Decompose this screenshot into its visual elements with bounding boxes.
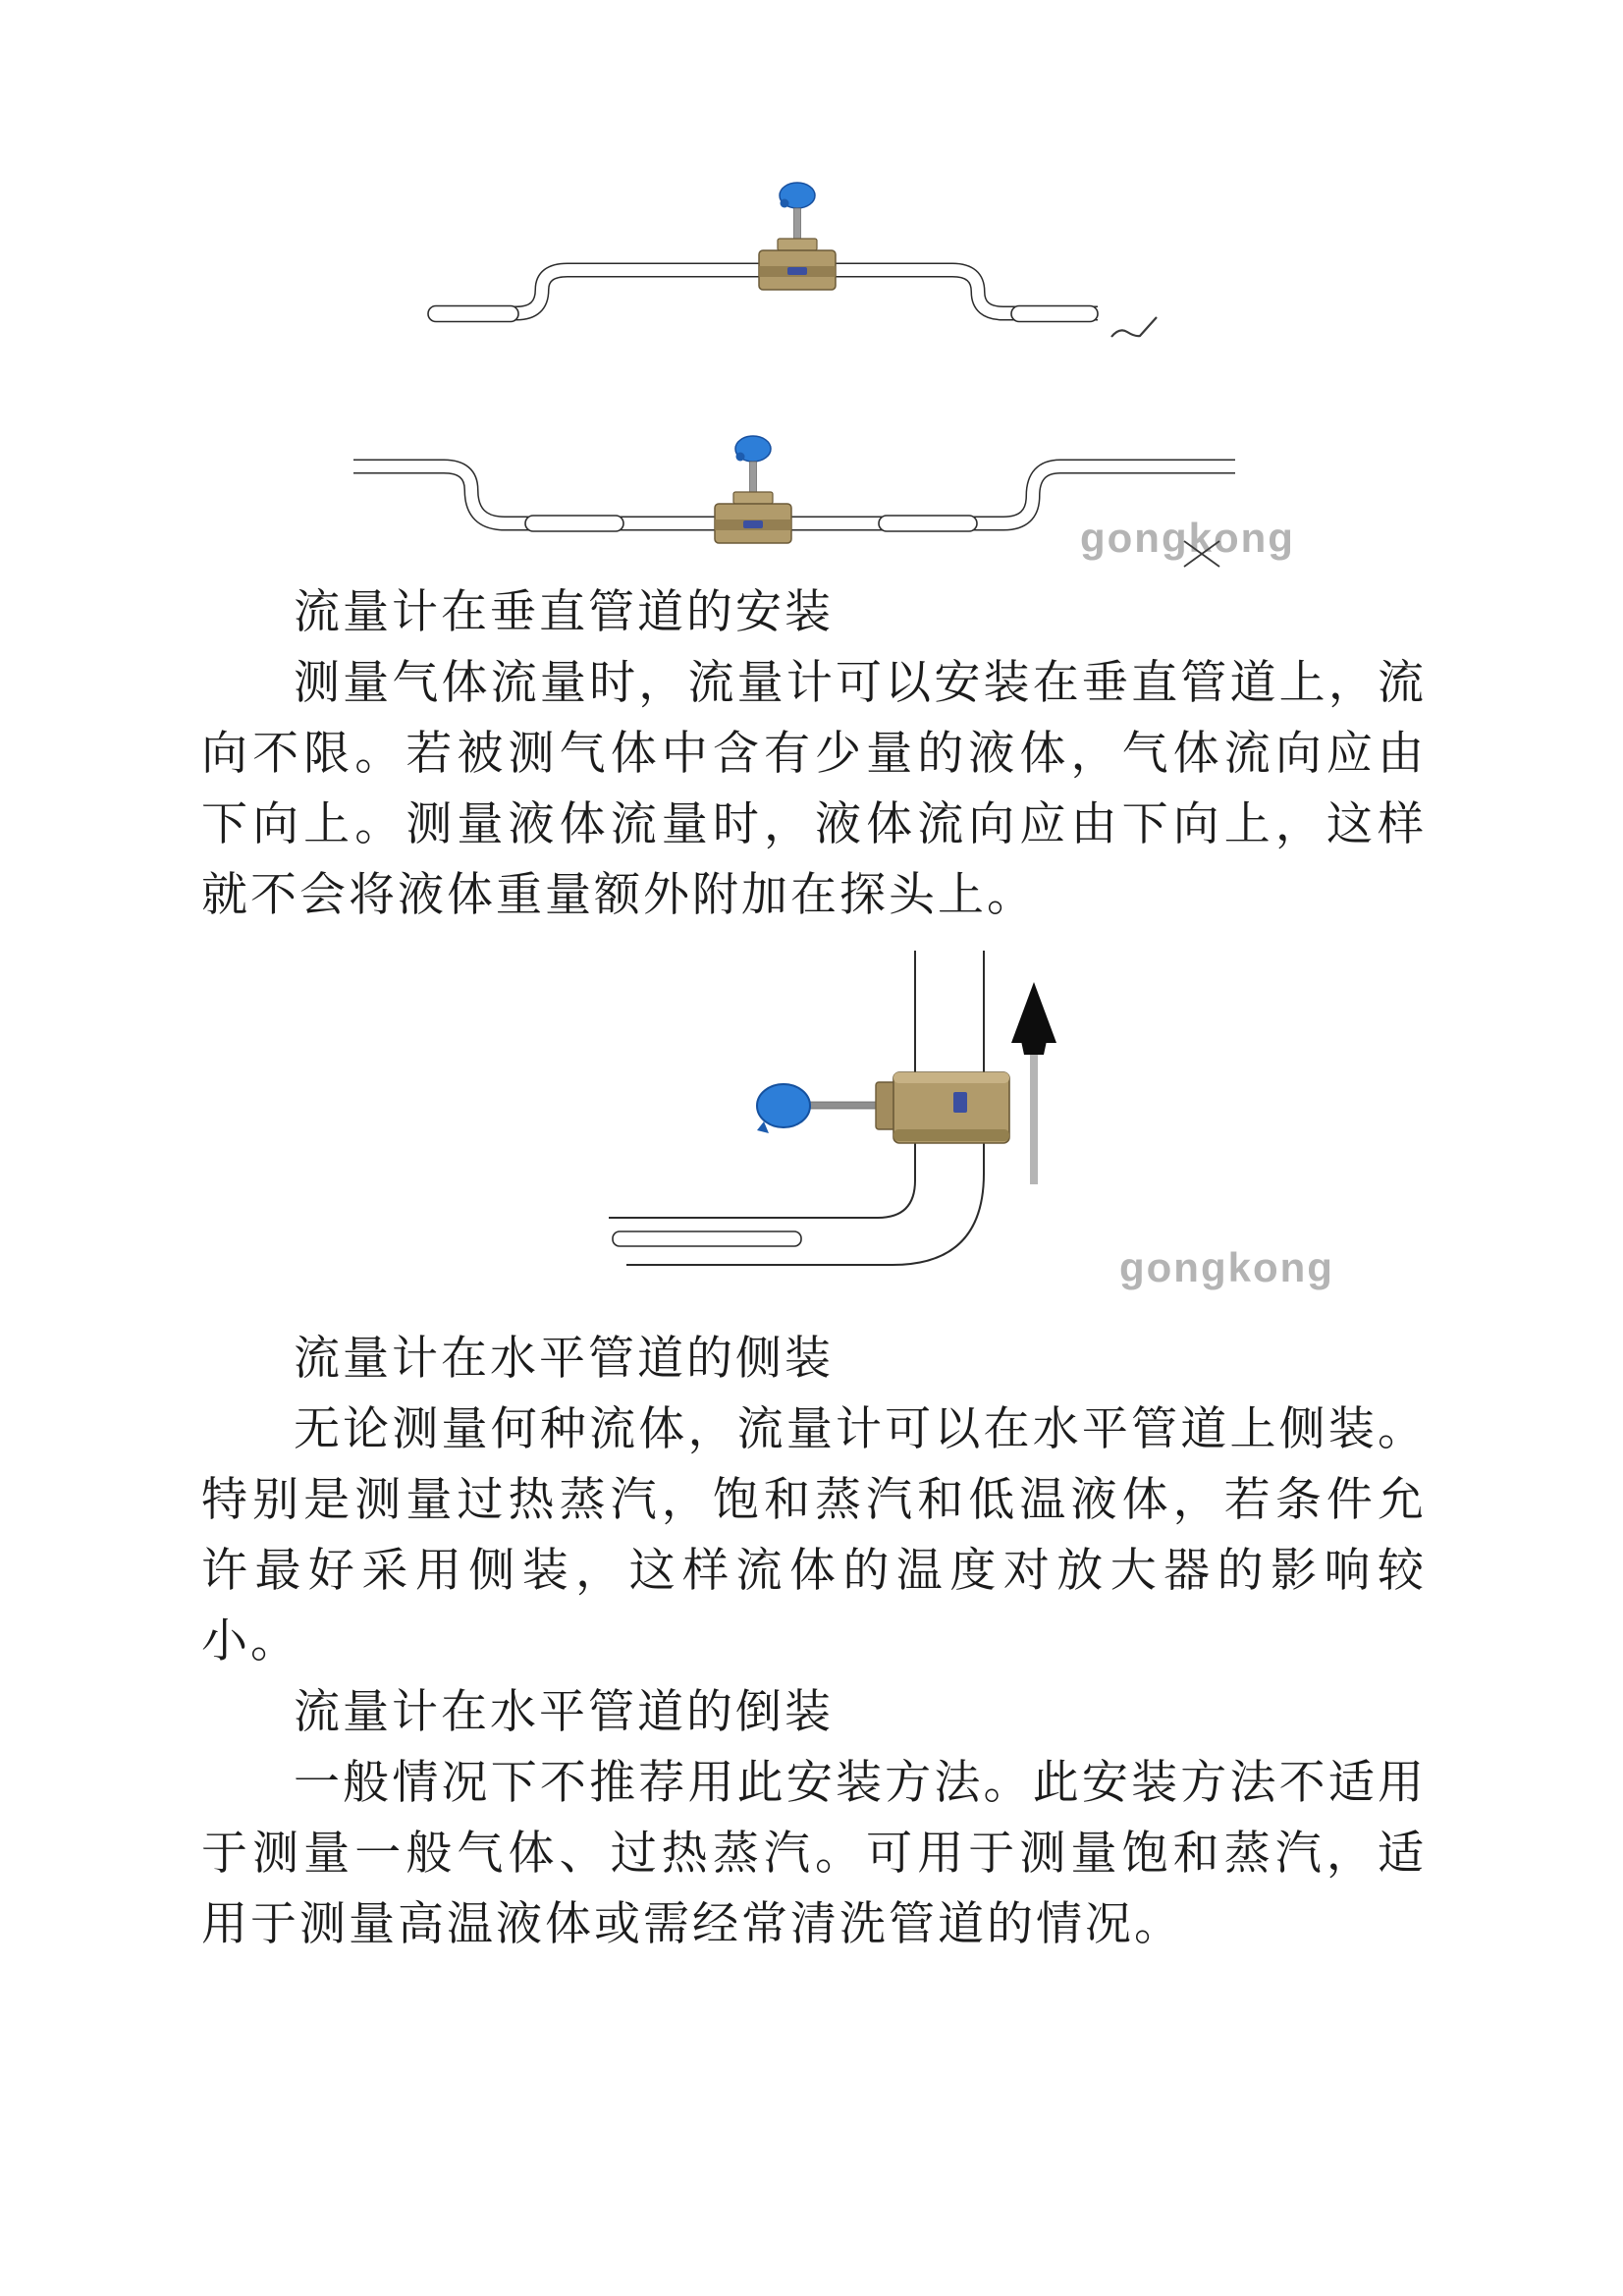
meter-knob-icon <box>757 1084 810 1127</box>
meter-band <box>893 1129 1009 1141</box>
diagram-raised-pipe <box>428 183 1157 337</box>
section1-paragraph: 测量气体流量时，流量计可以安装在垂直管道上，流向不限。若被测气体中含有少量的液体，气体流向应由下向上。测量液体流量时，液体流向应由下向上，这样就不会将液体重量额外附加在探头上。 <box>201 658 1427 921</box>
meter-highlight <box>893 1072 1009 1083</box>
pipe-sleeve-right <box>879 516 977 531</box>
pipe-open-end-right <box>1011 306 1098 322</box>
meter-flange <box>876 1082 895 1129</box>
gongkong-watermark: gongkong <box>1080 515 1295 561</box>
pipe-sleeve-left <box>525 516 623 531</box>
figure-horizontal-pipe-installations <box>324 182 1384 574</box>
pipe-open-end <box>613 1231 801 1246</box>
flow-direction-up-arrow-icon <box>1011 982 1056 1184</box>
section2-heading: 流量计在水平管道的侧装 <box>294 1334 834 1385</box>
section2-paragraph: 无论测量何种流体，流量计可以在水平管道上侧装。特别是测量过热蒸汽，饱和蒸汽和低温液体，若条件允许最好采用侧装，这样流体的温度对放大器的影响较小。 <box>201 1404 1427 1667</box>
pipe-open-end-left <box>428 306 518 322</box>
meter-label <box>953 1092 967 1113</box>
section-horizontal-install <box>201 1324 1427 1960</box>
section3-paragraph: 一般情况下不推荐用此安装方法。此安装方法不适用于测量一般气体、过热蒸汽。可用于测量饱和蒸汽，适用于测量高温液体或需经常清洗管道的情况。 <box>201 1758 1427 1950</box>
section-vertical-install <box>201 577 1427 931</box>
flow-meter <box>757 1072 1009 1143</box>
pipe-wall-inner <box>609 951 915 1218</box>
gongkong-watermark: gongkong <box>1119 1244 1334 1290</box>
section3-heading: 流量计在水平管道的倒装 <box>294 1687 834 1738</box>
figure-vertical-pipe-installation <box>569 933 1355 1306</box>
check-mark-icon <box>1111 317 1157 337</box>
section1-heading: 流量计在垂直管道的安装 <box>294 587 834 638</box>
